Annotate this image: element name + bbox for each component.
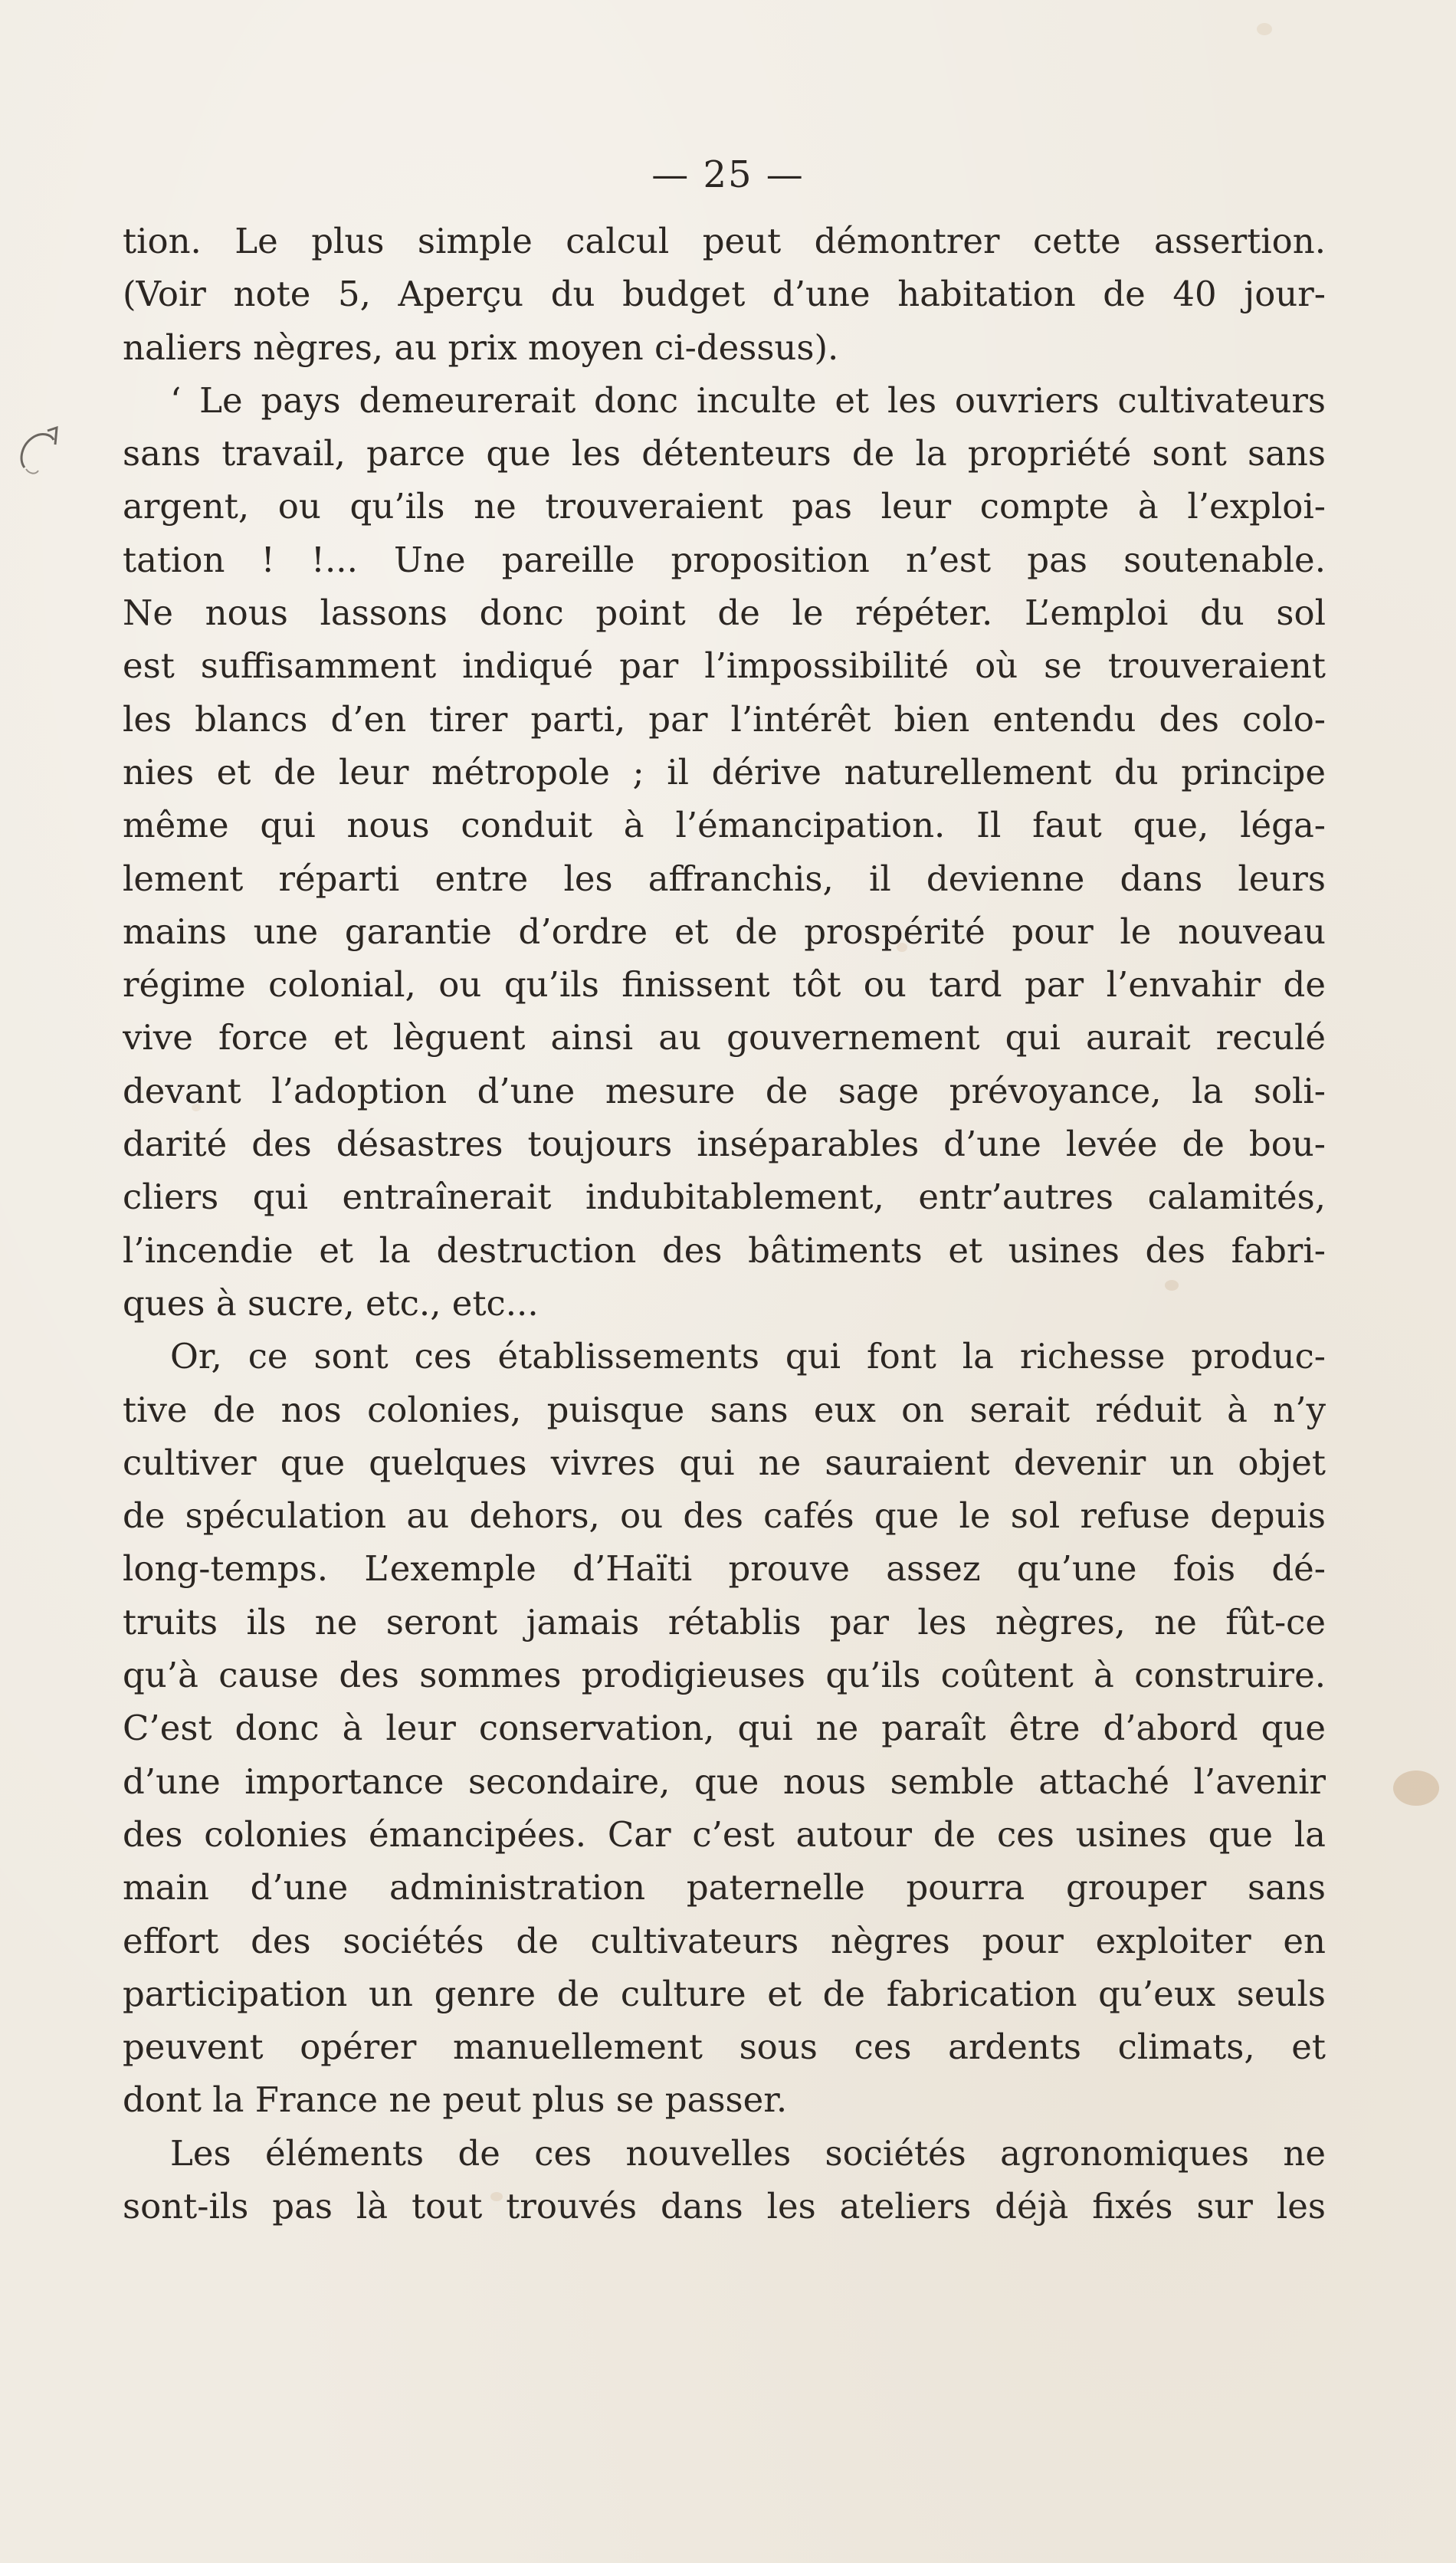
text-line: tation ! !... Une pareille proposition n’est pas soutenable. [123, 539, 1326, 580]
text-line: lement réparti entre les affranchis, il devienne dans leurs [123, 858, 1326, 899]
text-line: Or, ce sont ces établissements qui font la richesse produc- [170, 1336, 1326, 1377]
text-line: de spéculation au dehors, ou des cafés que le sol refuse depuis [123, 1495, 1326, 1537]
text-line: Les éléments de ces nouvelles sociétés agronomiques ne [170, 2132, 1326, 2174]
text-line: même qui nous conduit à l’émancipation. Il faut que, léga- [123, 805, 1326, 846]
margin-mark-icon [11, 414, 64, 483]
body-text [123, 215, 1326, 2233]
text-line: devant l’adoption d’une mesure de sage prévoyance, la soli- [123, 1070, 1326, 1111]
text-line: cultiver que quelques vivres qui ne sauraient devenir un objet [123, 1442, 1326, 1483]
text-line: Ne nous lassons donc point de le répéter. L’emploi du sol [123, 592, 1326, 634]
text-line: d’une importance secondaire, que nous semble attaché l’avenir [123, 1761, 1326, 1802]
text-line: (Voir note 5, Aperçu du budget d’une habitation de 40 jour- [123, 274, 1326, 315]
text-line: effort des sociétés de cultivateurs nègres pour exploiter en [123, 1920, 1326, 1961]
text-line: C’est donc à leur conservation, qui ne paraît être d’abord que [123, 1708, 1326, 1749]
text-line: tive de nos colonies, puisque sans eux on serait réduit à n’y [123, 1389, 1326, 1430]
text-line: nies et de leur métropole ; il dérive naturellement du principe [123, 751, 1326, 793]
text-line: l’incendie et la destruction des bâtiments et usines des fabri- [123, 1229, 1326, 1271]
text-line: darité des désastres toujours inséparables d’une levée de bou- [123, 1124, 1326, 1165]
text-line: ques à sucre, etc., etc... [123, 1282, 539, 1324]
text-line: dont la France ne peut plus se passer. [123, 2079, 788, 2121]
text-line: main d’une administration paternelle pourra grouper sans [123, 1867, 1326, 1908]
text-line: les blancs d’en tirer parti, par l’intérêt bien entendu des colo- [123, 698, 1326, 740]
text-line: mains une garantie d’ordre et de prospérité pour le nouveau [123, 911, 1326, 952]
foxing-spot [1393, 1770, 1439, 1806]
text-line: tion. Le plus simple calcul peut démontrer cette assertion. [123, 221, 1326, 261]
text-line: sans travail, parce que les détenteurs de la propriété sont sans [123, 433, 1326, 474]
text-line: long-temps. L’exemple d’Haïti prouve assez qu’une fois dé- [123, 1548, 1326, 1590]
text-line: participation un genre de culture et de fabrication qu’eux seuls [123, 1973, 1326, 2014]
page-number: — 25 — [651, 153, 805, 196]
text-line: argent, ou qu’ils ne trouveraient pas leur compte à l’exploi- [123, 486, 1326, 527]
text-line: naliers nègres, au prix moyen ci-dessus). [123, 327, 839, 368]
text-line: qu’à cause des sommes prodigieuses qu’ils coûtent à construire. [123, 1655, 1326, 1696]
text-line: sont-ils pas là tout trouvés dans les ateliers déjà fixés sur les [123, 2185, 1326, 2227]
text-line: vive force et lèguent ainsi au gouvernement qui aurait reculé [123, 1017, 1326, 1058]
text-line: des colonies émancipées. Car c’est autour de ces usines que la [123, 1813, 1326, 1855]
text-line: régime colonial, ou qu’ils finissent tôt ou tard par l’envahir de [123, 964, 1326, 1006]
foxing-spot [1257, 23, 1272, 35]
text-line: ‘ Le pays demeurerait donc inculte et les ouvriers cultivateurs [170, 379, 1326, 421]
text-line: est suffisamment indiqué par l’impossibilité où se trouveraient [123, 645, 1326, 687]
text-line: truits ils ne seront jamais rétablis par les nègres, ne fût-ce [123, 1601, 1326, 1642]
text-line: cliers qui entraînerait indubitablement, entr’autres calamités, [123, 1176, 1326, 1218]
text-line: peuvent opérer manuellement sous ces ardents climats, et [123, 2026, 1326, 2068]
